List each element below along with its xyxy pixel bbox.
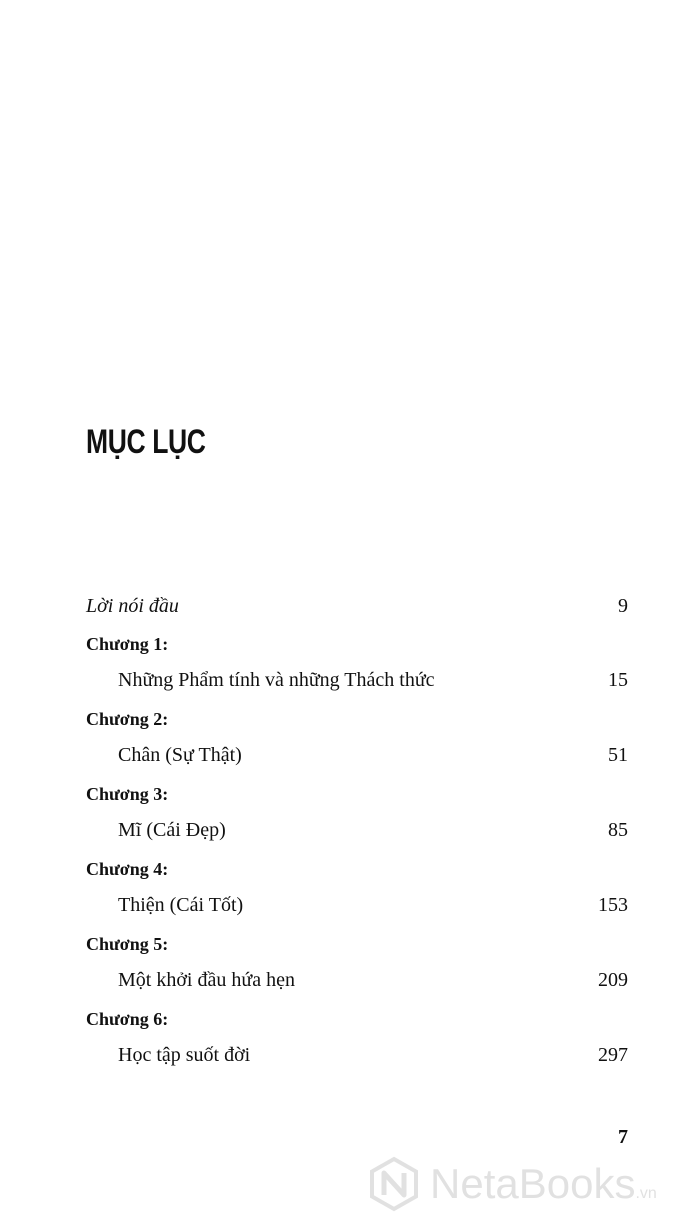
toc-entry-page: 9 xyxy=(618,595,628,617)
chapter-label: Chương 5: xyxy=(86,934,169,954)
toc-chapter-5-label-row xyxy=(0,929,700,959)
toc-entry-title: Những Phẩm tính và những Thách thức xyxy=(118,669,435,691)
toc-entry-page: 297 xyxy=(598,1044,628,1066)
toc-chapter-4-label-row xyxy=(0,854,700,884)
toc-entry-page: 15 xyxy=(608,669,628,691)
chapter-label: Chương 1: xyxy=(86,634,169,654)
toc-row-chapter-3 xyxy=(0,815,700,845)
toc-entry-title: Thiện (Cái Tốt) xyxy=(118,894,244,916)
toc-row-chapter-5 xyxy=(0,965,700,995)
toc-entry-title: Lời nói đầu xyxy=(86,595,179,617)
watermark-suffix: .vn xyxy=(635,1185,657,1202)
toc-entry-title: Một khởi đầu hứa hẹn xyxy=(118,969,295,991)
toc-entry-title: Chân (Sự Thật) xyxy=(118,744,242,766)
toc-entry-title: Học tập suốt đời xyxy=(118,1044,251,1066)
chapter-label: Chương 2: xyxy=(86,709,169,729)
chapter-label: Chương 6: xyxy=(86,1009,169,1029)
watermark xyxy=(366,1152,696,1216)
toc-row-preface xyxy=(0,591,700,621)
toc-chapter-2-label-row xyxy=(0,704,700,734)
toc-row-chapter-4 xyxy=(0,890,700,920)
toc-row-chapter-6 xyxy=(0,1040,700,1070)
chapter-label: Chương 4: xyxy=(86,859,169,879)
toc-entry-page: 85 xyxy=(608,819,628,841)
toc-row-chapter-1 xyxy=(0,665,700,695)
watermark-brand: NetaBooks xyxy=(430,1160,636,1207)
toc-entry-page: 51 xyxy=(608,744,628,766)
watermark-text xyxy=(430,1156,657,1212)
chapter-label: Chương 3: xyxy=(86,784,169,804)
toc-entry-page: 153 xyxy=(598,894,628,916)
toc-chapter-6-label-row xyxy=(0,1004,700,1034)
toc-entry-title: Mĩ (Cái Đẹp) xyxy=(118,819,226,841)
page-title: MỤC LỤC xyxy=(86,423,206,461)
toc-row-chapter-2 xyxy=(0,740,700,770)
toc-chapter-3-label-row xyxy=(0,779,700,809)
toc-entry-page: 209 xyxy=(598,969,628,991)
toc-chapter-1-label-row xyxy=(0,629,700,659)
netabooks-logo-icon xyxy=(366,1156,422,1212)
page-number: 7 xyxy=(618,1126,628,1148)
